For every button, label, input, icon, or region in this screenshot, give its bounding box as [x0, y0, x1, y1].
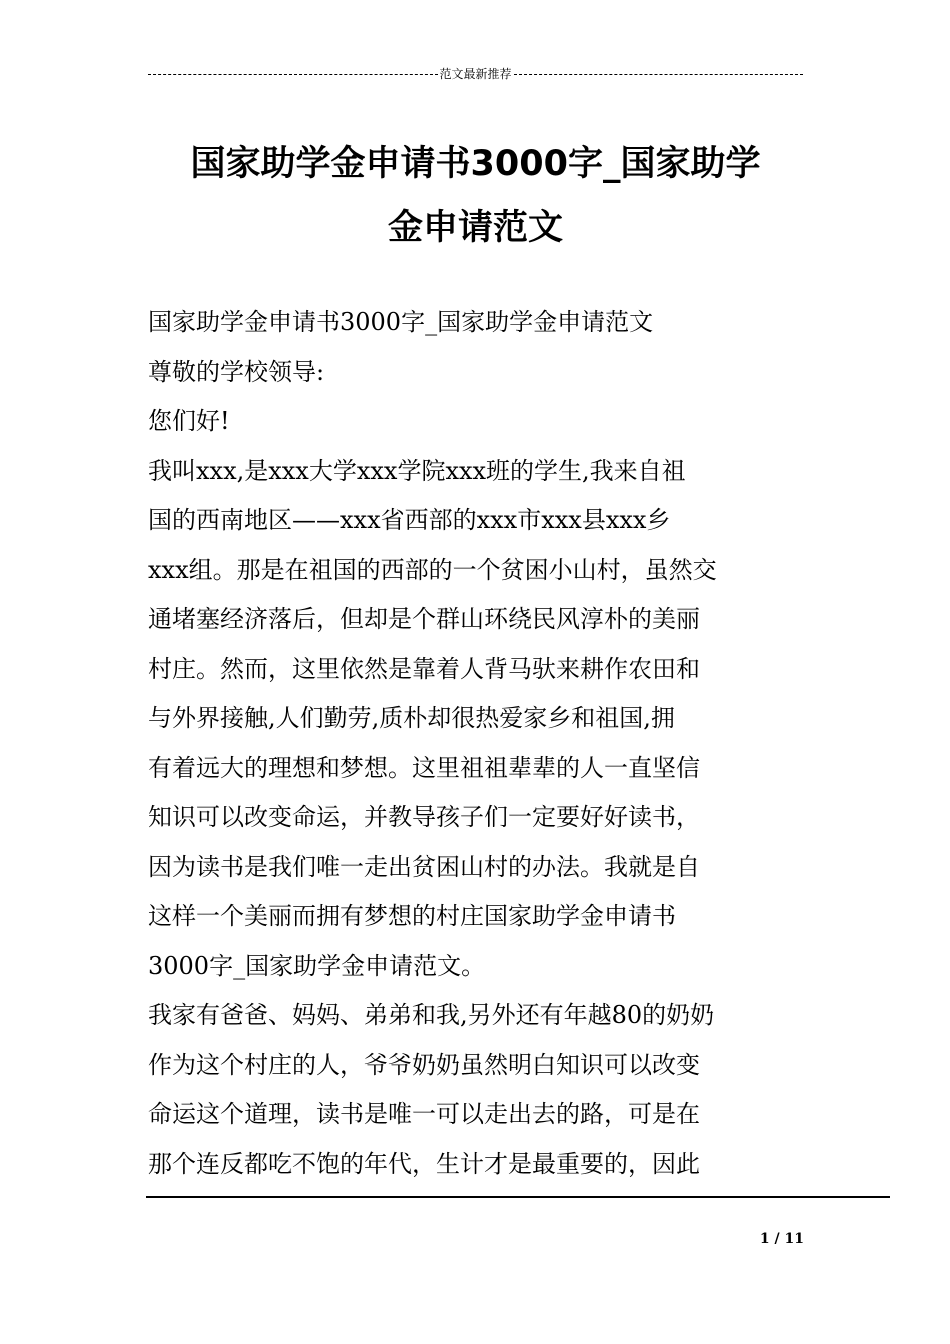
body-line: 因为读书是我们唯一走出贫困山村的办法。我就是自: [148, 852, 700, 881]
body-line: 尊敬的学校领导:: [148, 357, 325, 386]
body-line: 这样一个美丽而拥有梦想的村庄国家助学金申请书: [148, 902, 676, 930]
body-line: 知识可以改变命运，并教导孩子们一定要好好读书，: [148, 803, 700, 831]
body-line: 我家有爸爸、妈妈、弟弟和我,另外还有年越80的奶奶: [148, 1001, 715, 1029]
title-line-2: 金申请范文: [387, 208, 563, 248]
footer-divider: [146, 1196, 890, 1198]
body-line: 作为这个村庄的人，爷爷奶奶虽然明白知识可以改变: [148, 1050, 700, 1079]
body-line: 3000字_国家助学金申请范文。: [148, 951, 486, 980]
title-line-1: 国家助学金申请书3000字_国家助学: [190, 144, 761, 184]
header-dash-left: [148, 74, 438, 75]
body-line: 命运这个道理，读书是唯一可以走出去的路，可是在: [148, 1100, 700, 1128]
body-line: 那个连反都吃不饱的年代，生计才是最重要的，因此: [148, 1149, 700, 1178]
document-body: [148, 298, 808, 1189]
body-line: 通堵塞经济落后，但却是个群山环绕民风淳朴的美丽: [148, 605, 700, 633]
body-line: 与外界接触,人们勤劳,质朴却很热爱家乡和祖国,拥: [148, 704, 675, 732]
document-title: [148, 132, 803, 260]
header-dash-right: [514, 74, 804, 75]
body-line: 国家助学金申请书3000字_国家助学金申请范文: [148, 308, 654, 336]
page-header: [148, 66, 803, 82]
body-line: 村庄。然而，这里依然是靠着人背马驮来耕作农田和: [148, 654, 700, 683]
body-line: 我叫xxx,是xxx大学xxx学院xxx班的学生,我来自祖: [148, 456, 686, 485]
body-line: 国的西南地区——xxx省西部的xxx市xxx县xxx乡: [148, 506, 671, 534]
body-line: 您们好!: [148, 407, 230, 435]
header-label: 范文最新推荐: [439, 67, 512, 81]
page-number: 1 / 11: [759, 1231, 804, 1247]
body-line: xxx组。那是在祖国的西部的一个贫困小山村，虽然交: [148, 555, 717, 584]
body-line: 有着远大的理想和梦想。这里祖祖辈辈的人一直坚信: [148, 753, 700, 782]
